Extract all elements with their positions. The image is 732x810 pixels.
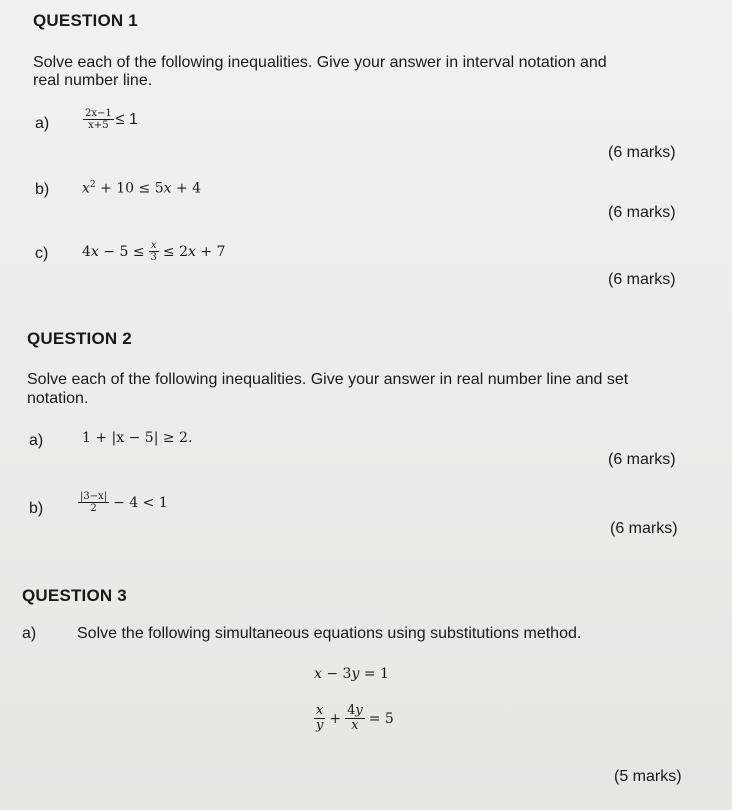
- q2a-label: a): [29, 432, 44, 449]
- question-1-instruction-line2: real number line.: [33, 72, 153, 89]
- question-2-instruction-line1: Solve each of the following inequalities. Give your answer in real number line and set: [27, 371, 629, 388]
- q1c-expression: 4x − 5 ≤ $\frac{x}{3}$ ≤ 2x + 7: [82, 240, 226, 263]
- q2a-marks: (6 marks): [608, 451, 676, 468]
- q1a-label: a): [35, 115, 50, 132]
- question-3-title: QUESTION 3: [22, 586, 127, 605]
- q3a-label: a): [22, 625, 37, 642]
- q1b-label: b): [35, 181, 50, 198]
- q1b-marks: (6 marks): [608, 204, 676, 221]
- question-1-title: QUESTION 1: [33, 11, 138, 30]
- q3a-instruction: Solve the following simultaneous equations using substitutions method.: [77, 625, 582, 642]
- q2b-label: b): [29, 500, 44, 517]
- q3a-fraction-4y-over-x: $\frac{4y}{x}$: [347, 703, 363, 734]
- q1a-fraction: $\frac{2x-1}{x+5}$: [85, 108, 112, 131]
- q2a-expression: 1 + |x − 5| ≥ 2.: [82, 430, 193, 446]
- q1c-marks: (6 marks): [608, 271, 676, 288]
- q3a-equation-2: $\frac{x}{y}$ + $\frac{4y}{x}$ = 5: [316, 703, 394, 734]
- q2b-marks: (6 marks): [610, 520, 678, 537]
- question-2-title: QUESTION 2: [27, 329, 132, 348]
- q1c-fraction: $\frac{x}{3}$: [150, 240, 157, 263]
- question-2-instruction-line2: notation.: [27, 390, 89, 407]
- q2b-expression: $\frac{|3-x|}{2}$ − 4 < 1: [80, 491, 168, 514]
- q1c-label: c): [35, 245, 49, 262]
- q3a-fraction-x-over-y: $\frac{x}{y}$: [316, 703, 324, 734]
- q3a-equation-1: x − 3y = 1: [314, 666, 389, 682]
- q2b-fraction: $\frac{|3-x|}{2}$: [80, 491, 108, 514]
- q1a-marks: (6 marks): [608, 144, 676, 161]
- q3a-marks: (5 marks): [614, 768, 682, 785]
- question-1-instruction-line1: Solve each of the following inequalities. Give your answer in interval notation and: [33, 54, 607, 71]
- q1a-expression: $\frac{2x-1}{x+5}$ ≤ 1: [85, 108, 138, 131]
- q1b-expression: $x^2 + 10 \le 5x + 4$: [82, 180, 202, 197]
